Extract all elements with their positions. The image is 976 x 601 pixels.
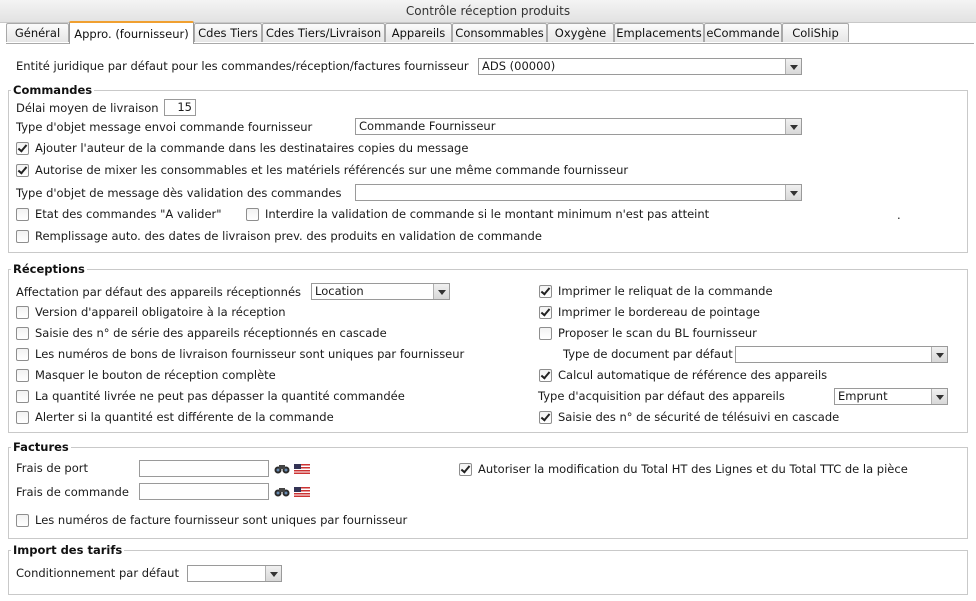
stray-dot: . bbox=[897, 208, 901, 222]
autoriser-checkbox[interactable] bbox=[459, 463, 472, 476]
calcul-checkbox[interactable] bbox=[539, 369, 552, 382]
type-validation-label: Type d'objet de message dès validation des commandes bbox=[16, 186, 342, 200]
alerter-label: Alerter si la quantité est différente de la commande bbox=[35, 410, 334, 424]
mixer-checkbox[interactable] bbox=[16, 164, 29, 177]
scan-label: Proposer le scan du BL fournisseur bbox=[558, 326, 757, 340]
acquisition-value: Emprunt bbox=[838, 389, 888, 403]
type-doc-select[interactable] bbox=[735, 346, 948, 363]
flag-icon[interactable] bbox=[294, 487, 310, 497]
type-envoi-select[interactable] bbox=[355, 118, 802, 135]
reliquat-checkbox[interactable] bbox=[539, 285, 552, 298]
tab-general[interactable]: Général bbox=[6, 23, 69, 42]
saisie-serie-label: Saisie des n° de série des appareils réceptionnés en cascade bbox=[35, 326, 387, 340]
version-label: Version d'appareil obligatoire à la réception bbox=[35, 305, 286, 319]
chevron-down-icon[interactable] bbox=[931, 347, 947, 362]
tab-consommables[interactable]: Consommables bbox=[452, 23, 547, 42]
delai-input[interactable]: 15 bbox=[164, 99, 196, 116]
tab-oxygene[interactable]: Oxygène bbox=[547, 23, 614, 42]
securite-checkbox[interactable] bbox=[539, 411, 552, 424]
type-envoi-label: Type d'objet message envoi commande fournisseur bbox=[16, 120, 313, 134]
binoculars-icon[interactable] bbox=[274, 463, 290, 474]
entite-select[interactable] bbox=[478, 58, 802, 75]
reliquat-label: Imprimer le reliquat de la commande bbox=[558, 284, 773, 298]
type-envoi-value: Commande Fournisseur bbox=[359, 119, 496, 133]
frais-port-input[interactable] bbox=[139, 460, 269, 477]
saisie-serie-checkbox[interactable] bbox=[16, 327, 29, 340]
alerter-checkbox[interactable] bbox=[16, 411, 29, 424]
autoriser-label: Autoriser la modification du Total HT des Lignes et du Total TTC de la pièce bbox=[478, 462, 908, 476]
chevron-down-icon[interactable] bbox=[785, 185, 801, 200]
affectation-label: Affectation par défaut des appareils réceptionnés bbox=[16, 285, 302, 299]
flag-icon[interactable] bbox=[294, 464, 310, 474]
window-title: Contrôle réception produits bbox=[0, 0, 976, 23]
remplissage-checkbox[interactable] bbox=[16, 230, 29, 243]
ajouter-auteur-checkbox[interactable] bbox=[16, 142, 29, 155]
etat-checkbox[interactable] bbox=[16, 208, 29, 221]
scan-checkbox[interactable] bbox=[539, 327, 552, 340]
acquisition-select[interactable] bbox=[834, 388, 948, 405]
factures-uniques-checkbox[interactable] bbox=[16, 514, 29, 527]
interdire-label: Interdire la validation de commande si le montant minimum n'est pas atteint bbox=[265, 207, 710, 221]
frais-port-label: Frais de port bbox=[16, 461, 88, 475]
bons-uniques-checkbox[interactable] bbox=[16, 348, 29, 361]
interdire-checkbox[interactable] bbox=[246, 208, 259, 221]
etat-label: Etat des commandes "A valider" bbox=[35, 207, 222, 221]
version-checkbox[interactable] bbox=[16, 306, 29, 319]
securite-label: Saisie des n° de sécurité de télésuivi en cascade bbox=[558, 410, 840, 424]
commandes-legend: Commandes bbox=[13, 83, 93, 97]
remplissage-label: Remplissage auto. des dates de livraison prev. des produits en validation de commande bbox=[35, 229, 542, 243]
chevron-down-icon[interactable] bbox=[931, 389, 947, 404]
ajouter-auteur-label: Ajouter l'auteur de la commande dans les destinataires copies du message bbox=[35, 141, 469, 155]
chevron-down-icon[interactable] bbox=[433, 284, 449, 299]
masquer-label: Masquer le bouton de réception complète bbox=[35, 368, 276, 382]
acquisition-label: Type d'acquisition par défaut des appareils bbox=[538, 389, 785, 403]
binoculars-icon[interactable] bbox=[274, 486, 290, 497]
type-doc-label: Type de document par défaut bbox=[563, 347, 733, 361]
tab-cdes-tiers-livraison[interactable]: Cdes Tiers/Livraison bbox=[262, 23, 385, 42]
receptions-legend: Réceptions bbox=[13, 262, 85, 276]
frais-commande-input[interactable] bbox=[139, 483, 269, 500]
tab-emplacements[interactable]: Emplacements bbox=[614, 23, 704, 42]
affectation-value: Location bbox=[315, 284, 364, 298]
bordereau-checkbox[interactable] bbox=[539, 306, 552, 319]
tab-ecommande[interactable]: eCommande bbox=[704, 23, 782, 42]
tab-cdes-tiers[interactable]: Cdes Tiers bbox=[194, 23, 262, 42]
bons-uniques-label: Les numéros de bons de livraison fournisseur sont uniques par fournisseur bbox=[35, 347, 465, 361]
chevron-down-icon[interactable] bbox=[265, 566, 281, 581]
factures-uniques-label: Les numéros de facture fournisseur sont uniques par fournisseur bbox=[35, 513, 408, 527]
conditionnement-select[interactable] bbox=[187, 565, 282, 582]
tab-appareils[interactable]: Appareils bbox=[385, 23, 452, 42]
conditionnement-label: Conditionnement par défaut bbox=[16, 566, 179, 580]
factures-legend: Factures bbox=[13, 440, 69, 454]
calcul-label: Calcul automatique de référence des appareils bbox=[558, 368, 828, 382]
quantite-label: La quantité livrée ne peut pas dépasser la quantité commandée bbox=[35, 389, 405, 403]
chevron-down-icon[interactable] bbox=[785, 119, 801, 134]
bordereau-label: Imprimer le bordereau de pointage bbox=[558, 305, 760, 319]
import-legend: Import des tarifs bbox=[13, 543, 123, 557]
type-validation-select[interactable] bbox=[355, 184, 802, 201]
tab-coliship[interactable]: ColiShip bbox=[782, 23, 849, 42]
entite-value: ADS (00000) bbox=[482, 59, 556, 73]
quantite-checkbox[interactable] bbox=[16, 390, 29, 403]
chevron-down-icon[interactable] bbox=[785, 59, 801, 74]
masquer-checkbox[interactable] bbox=[16, 369, 29, 382]
entite-label: Entité juridique par défaut pour les commandes/réception/factures fournisseur bbox=[16, 59, 469, 73]
mixer-label: Autorise de mixer les consommables et les matériels référencés sur une même commande fournisseur bbox=[35, 163, 629, 177]
tab-appro-fournisseur[interactable]: Appro. (fournisseur) bbox=[69, 21, 194, 44]
delai-label: Délai moyen de livraison bbox=[16, 101, 159, 115]
frais-commande-label: Frais de commande bbox=[16, 485, 129, 499]
affectation-select[interactable] bbox=[311, 283, 450, 300]
